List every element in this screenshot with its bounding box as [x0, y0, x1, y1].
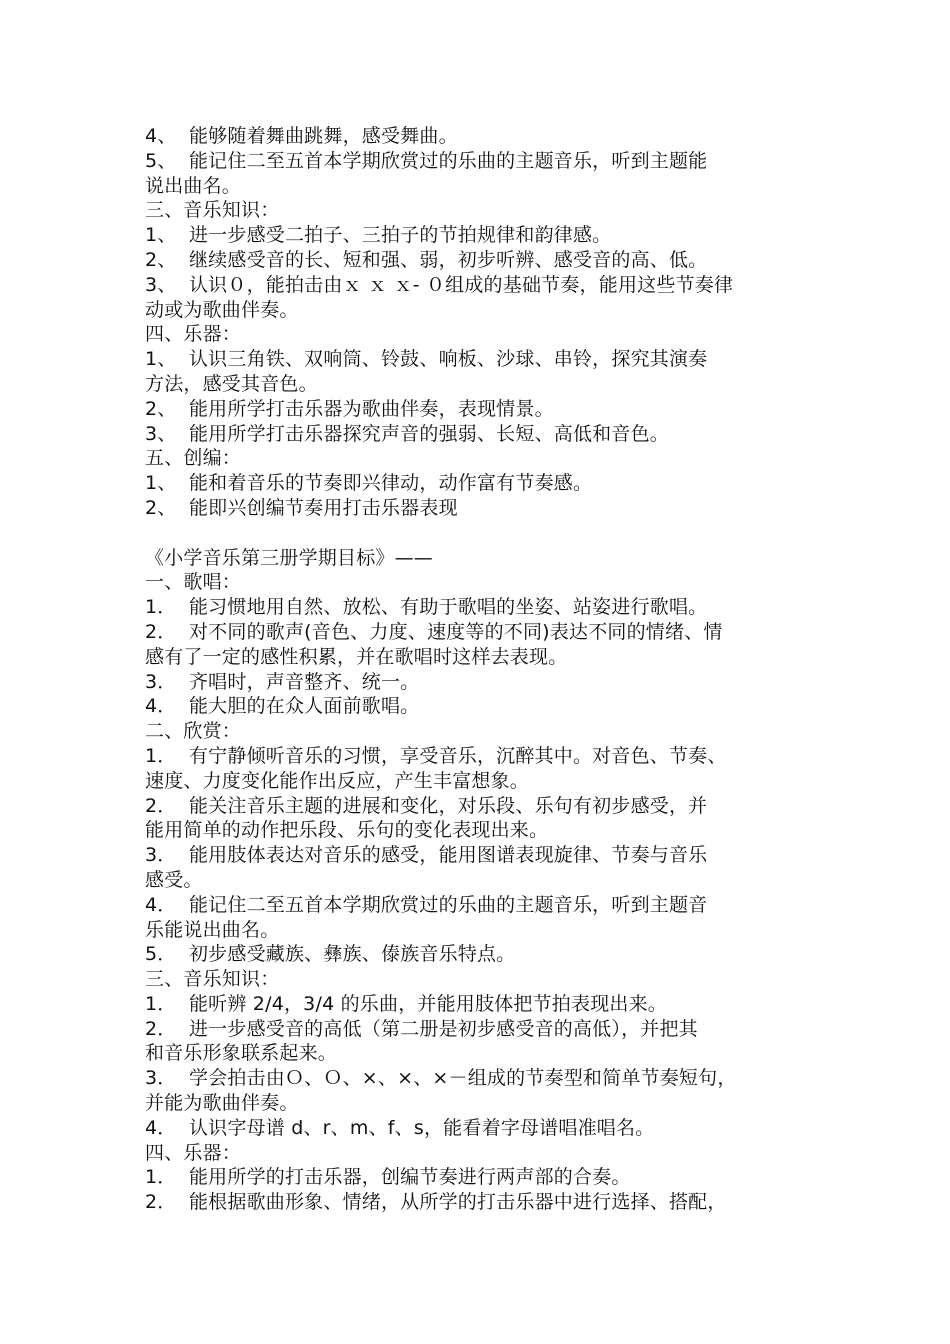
text-line: 4． 认识字母谱 d、r、m、f、s，能看着字母谱唱准唱名。	[145, 1116, 655, 1139]
document-body	[145, 124, 835, 1215]
text-line: 动或为歌曲伴奏。	[145, 298, 299, 321]
text-line: 5． 初步感受藏族、彝族、傣族音乐特点。	[145, 943, 516, 966]
text-line: 3． 齐唱时，声音整齐、统一。	[145, 670, 420, 693]
text-line	[145, 521, 835, 546]
text-line: 二、欣赏：	[145, 720, 242, 743]
text-line: 能用简单的动作把乐段、乐句的变化表现出来。	[145, 819, 549, 842]
text-line: 感受。	[145, 868, 203, 891]
text-line: 四、乐器：	[145, 1141, 242, 1164]
text-line: 2、 能用所学打击乐器为歌曲伴奏，表现情景。	[145, 397, 554, 420]
text-line: 4、 能够随着舞曲跳舞，感受舞曲。	[145, 125, 458, 147]
text-line: 感有了一定的感性积累，并在歌唱时这样去表现。	[145, 645, 568, 668]
text-line: 3． 学会拍击由Ｏ、Ｏ、×、×、×－组成的节奏型和简单节奏短句，	[145, 1067, 737, 1090]
text-line: 《小学音乐第三册学期目标》——	[145, 546, 434, 569]
text-line: 方法，感受其音色。	[145, 372, 318, 395]
text-line: 并能为歌曲伴奏。	[145, 1092, 299, 1115]
text-line: 四、乐器：	[145, 323, 242, 346]
text-line: 乐能说出曲名。	[145, 918, 280, 941]
text-line: 和音乐形象联系起来。	[145, 1042, 338, 1065]
text-line: 五、创编：	[145, 447, 242, 470]
text-line: 5、 能记住二至五首本学期欣赏过的乐曲的主题音乐，听到主题能	[145, 149, 708, 172]
text-line: 说出曲名。	[145, 174, 242, 197]
text-line: 2． 能根据歌曲形象、情绪，从所学的打击乐器中进行选择、搭配，	[145, 1191, 727, 1214]
text-line: 4． 能记住二至五首本学期欣赏过的乐曲的主题音乐，听到主题音	[145, 893, 708, 916]
text-line: 2、 能即兴创编节奏用打击乐器表现	[145, 496, 458, 519]
text-line: 3． 能用肢体表达对音乐的感受，能用图谱表现旋律、节奏与音乐	[145, 844, 708, 867]
text-line: 速度、力度变化能作出反应，产生丰富想象。	[145, 769, 530, 792]
text-line: 三、音乐知识：	[145, 199, 280, 222]
text-line: 1． 有宁静倾听音乐的习惯，享受音乐，沉醉其中。对音色、节奏、	[145, 744, 727, 767]
text-line: 1． 能用所学的打击乐器，创编节奏进行两声部的合奏。	[145, 1166, 631, 1189]
text-line: 2． 进一步感受音的高低（第二册是初步感受音的高低），并把其	[145, 1017, 698, 1040]
text-line: 1． 能习惯地用自然、放松、有助于歌唱的坐姿、站姿进行歌唱。	[145, 596, 708, 619]
text-line: 三、音乐知识：	[145, 968, 280, 991]
text-line: 2、 继续感受音的长、短和强、弱，初步听辨、感受音的高、低。	[145, 248, 708, 271]
text-line: 2． 能关注音乐主题的进展和变化，对乐段、乐句有初步感受，并	[145, 794, 708, 817]
text-line: 1、 进一步感受二拍子、三拍子的节拍规律和韵律感。	[145, 224, 612, 247]
text-line: 4． 能大胆的在众人面前歌唱。	[145, 695, 420, 718]
text-line: 3、 能用所学打击乐器探究声音的强弱、长短、高低和音色。	[145, 422, 669, 445]
text-line: 2． 对不同的歌声(音色、力度、速度等的不同)表达不同的情绪、情	[145, 620, 723, 643]
text-line: 1、 认识三角铁、双响筒、铃鼓、响板、沙球、串铃，探究其演奏	[145, 348, 708, 371]
text-line: 1、 能和着音乐的节奏即兴律动，动作富有节奏感。	[145, 472, 593, 495]
text-line: 一、歌唱：	[145, 571, 242, 594]
text-line: 3、 认识０，能拍击由ｘ ｘ ｘ- ０组成的基础节奏，能用这些节奏律	[145, 273, 734, 296]
text-line: 1． 能听辨 2/4，3/4 的乐曲，并能用肢体把节拍表现出来。	[145, 992, 668, 1015]
